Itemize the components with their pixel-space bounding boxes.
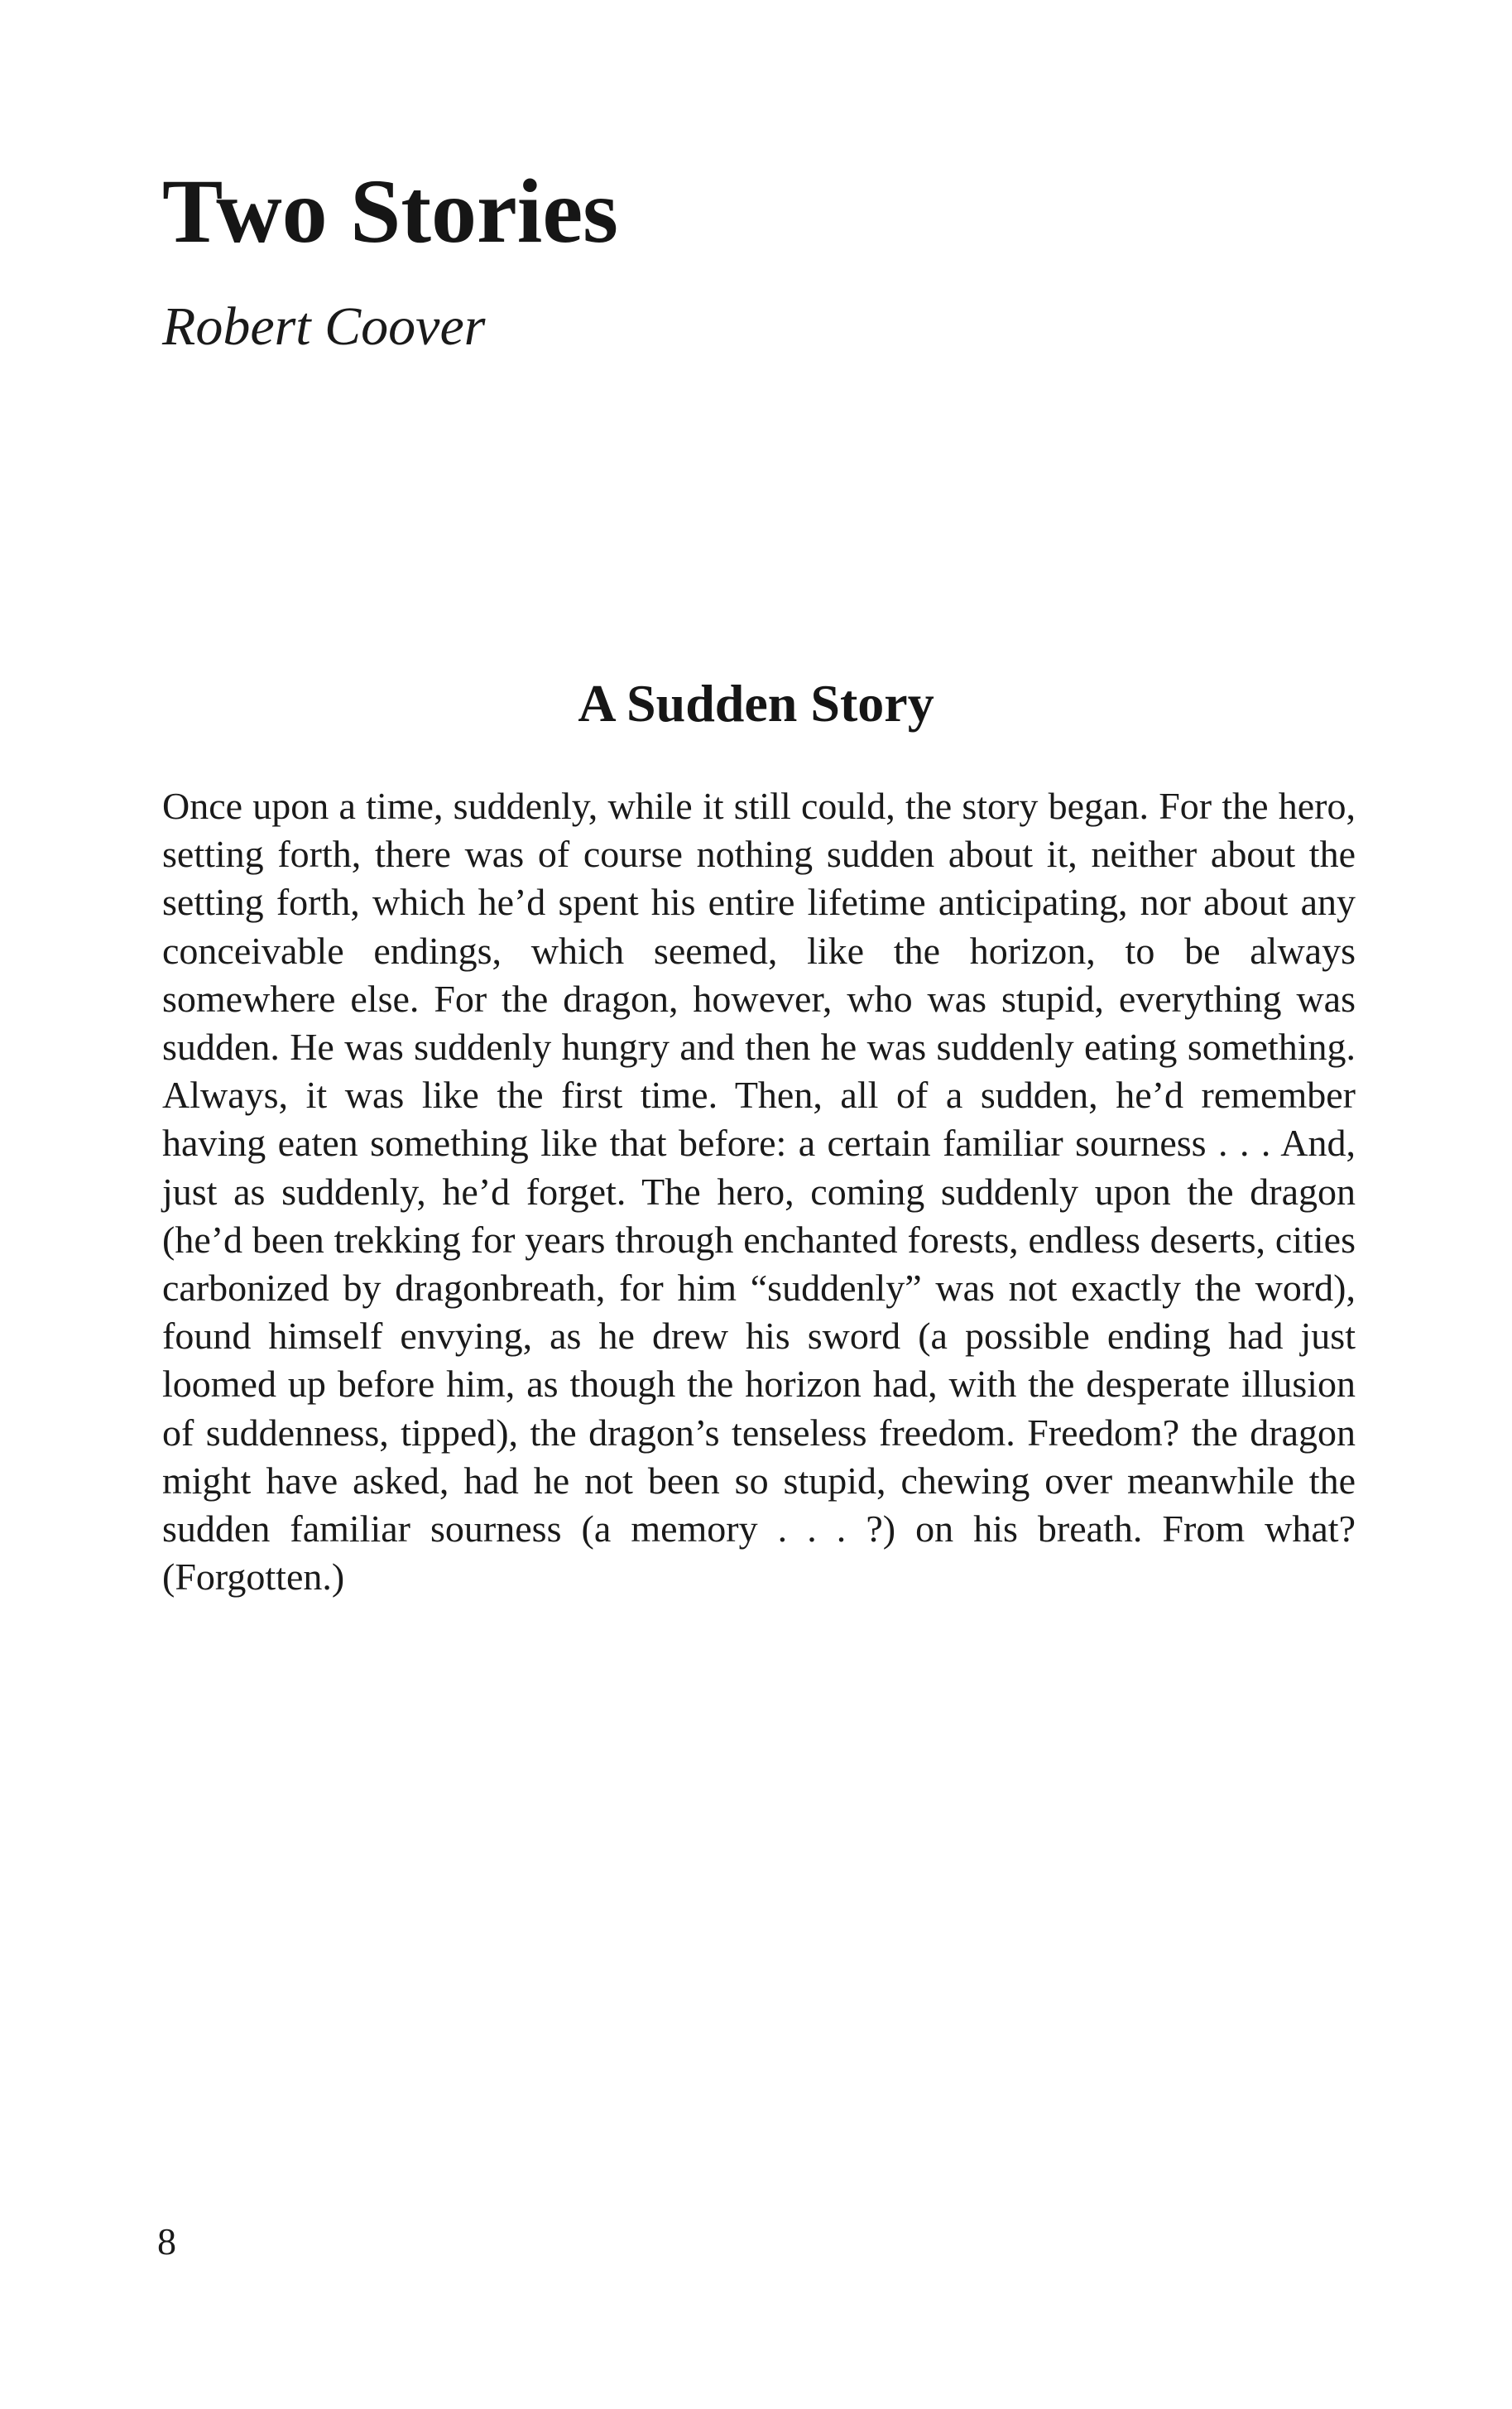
story-paragraph: Once upon a time, suddenly, while it still could, the story began. For the hero, setting forth, there was of course nothing sudden about it, neither about the setting forth, which he’d spent his entire lifetime anticipating, nor about any conceivable endings, which seemed, like the horizon, to be always somewhere else. For the dragon, however, who was stupid, everything was sudden. He was suddenly hungry and then he was suddenly eating something. Always, it was like the first time. Then, all of a sudden, he’d remember having eaten something like that before: a certain familiar sourness . . . And, just as suddenly, he’d forget. The hero, coming suddenly upon the dragon (he’d been trekking for years through enchanted forests, endless deserts, cities carbonized by dragonbreath, for him “suddenly” was not exactly the word), found himself envying, as he drew his sword (a possible ending had just loomed up before him, as though the horizon had, with the desperate illusion of suddenness, tipped), the dragon’s tenseless freedom. Freedom? the dragon might have asked, had he not been so stupid, chewing over meanwhile the sudden familiar sourness (a memory . . . ?) on his breath. From what? (Forgotten.) — [162, 785, 1356, 1599]
section-title: A Sudden Story — [578, 674, 934, 733]
page-number: 8 — [157, 2220, 176, 2262]
author-name: Robert Coover — [162, 296, 486, 357]
story-collection-title: Two Stories — [162, 161, 618, 262]
